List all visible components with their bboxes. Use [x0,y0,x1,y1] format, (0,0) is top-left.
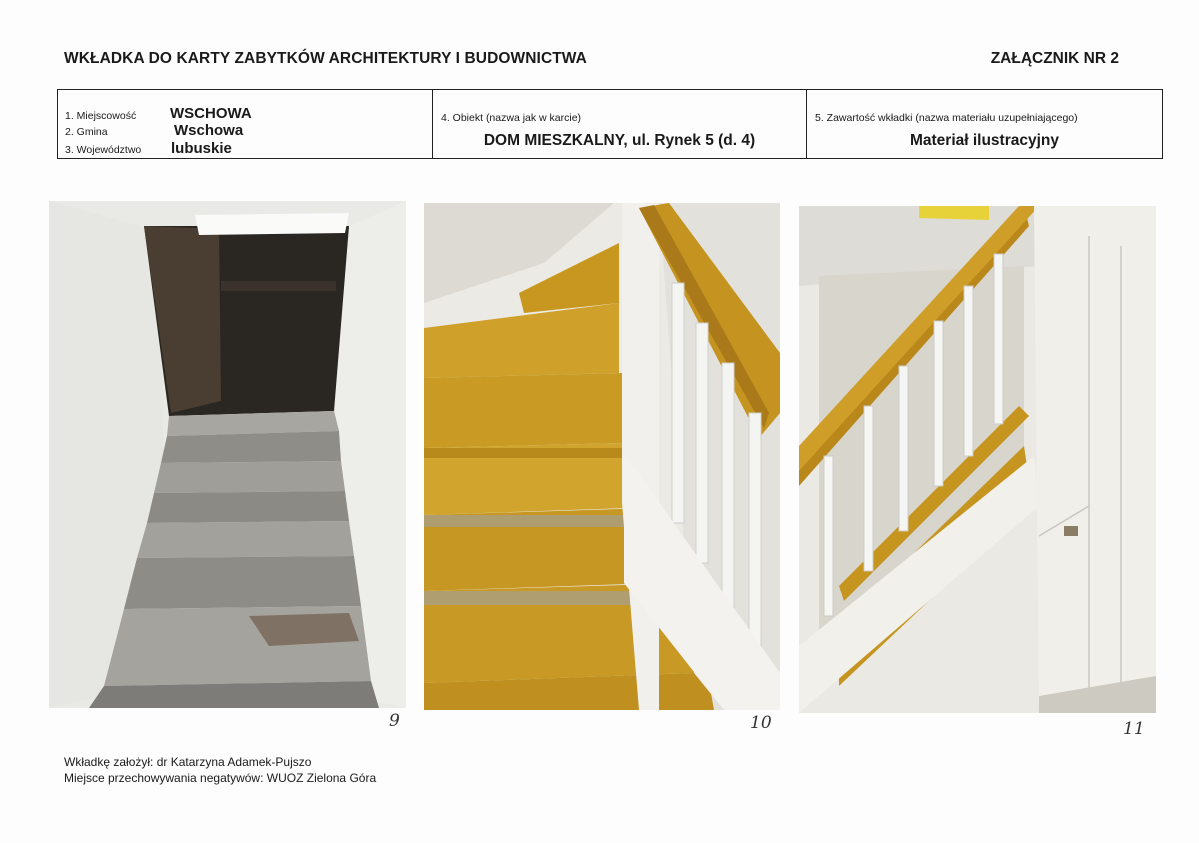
location-cell [58,90,432,158]
object-cell [432,90,806,158]
place-value: WSCHOWA [170,105,252,122]
photo-number-11: 11 [1123,719,1145,739]
place-label: 1. Miejscowość [65,110,137,122]
voivodeship-value: lubuskie [171,140,232,157]
commune-label: 2. Gmina [65,126,108,138]
info-table [57,89,1163,159]
contents-value: Materiał ilustracyjny [909,132,1060,149]
footer [64,754,376,786]
object-label: 4. Obiekt (nazwa jak w karcie) [441,112,582,124]
voivodeship-label: 3. Województwo [65,144,142,156]
contents-label: 5. Zawartość wkładki (nazwa materiału uzupełniającego) [815,112,1078,124]
footer-storage: Miejsce przechowywania negatywów: WUOZ Zielona Góra [64,771,377,785]
contents-cell [806,90,1162,158]
photo-number-9: 9 [389,711,400,731]
footer-author: Wkładkę założył: dr Katarzyna Adamek-Pujszo [64,755,312,769]
commune-value: Wschowa [174,122,244,139]
document-title: WKŁADKA DO KARTY ZABYTKÓW ARCHITEKTURY I BUDOWNICTWA [64,50,587,67]
photo-number-10: 10 [750,713,772,733]
annex-label: ZAŁĄCZNIK NR 2 [990,50,1119,67]
photo-cellar-stairs [49,201,406,708]
photo-staircase-panelling [799,206,1156,713]
photo-yellow-stairs [424,203,780,710]
object-value: DOM MIESZKALNY, ul. Rynek 5 (d. 4) [483,132,756,149]
